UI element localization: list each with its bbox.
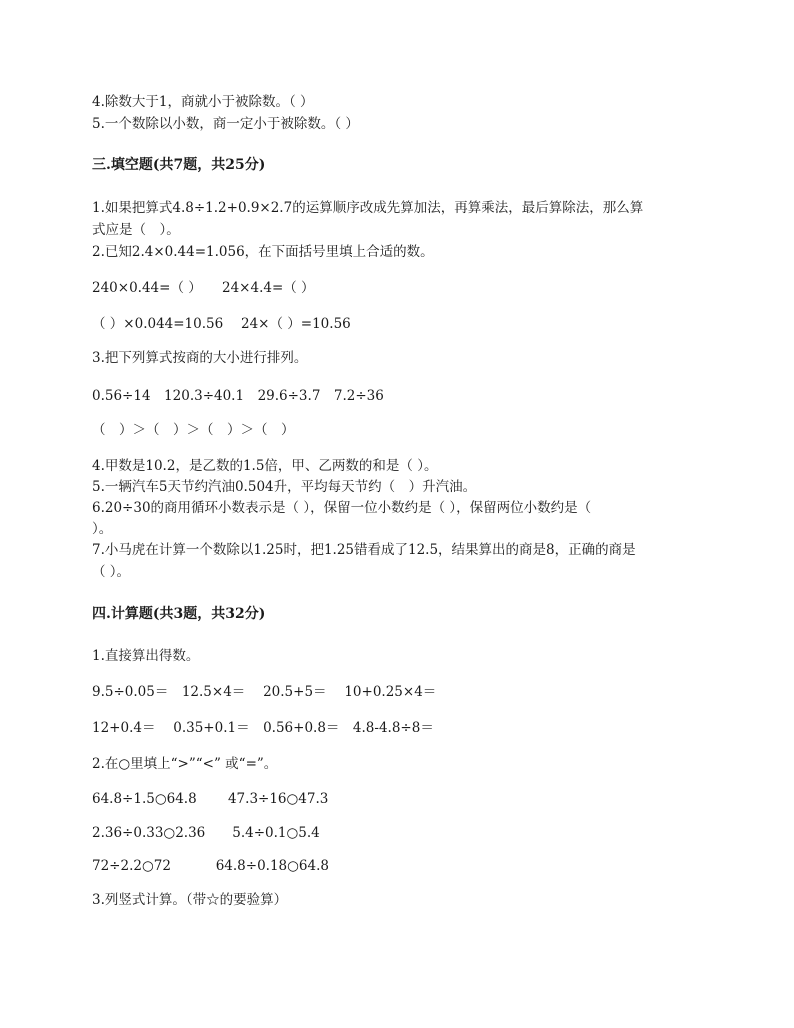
s4-q2-line: 2.在○里填上“>”“<” 或“=”。 (92, 756, 278, 772)
s3-q2-row2: （ ）×0.044=10.56 24×（ ）=10.56 (92, 316, 351, 332)
section-4-heading: 四.计算题(共3题，共32分) (92, 606, 266, 622)
s4-q1-row1: 9.5÷0.05＝ 12.5×4＝ 20.5+5＝ 10+0.25×4＝ (92, 684, 437, 700)
s3-q3-order: （ ）＞（ ）＞（ ）＞（ ） (92, 422, 295, 438)
s3-q2-row1: 240×0.44=（ ） 24×4.4=（ ） (92, 280, 315, 296)
s3-q7-line2: （ ）。 (92, 564, 131, 580)
s4-q1-row2: 12+0.4＝ 0.35+0.1＝ 0.56+0.8＝ 4.8-4.8÷8＝ (92, 720, 434, 736)
s3-q6-line2: ）。 (92, 521, 113, 537)
s3-q3-exprs: 0.56÷14 120.3÷40.1 29.6÷3.7 7.2÷36 (92, 388, 384, 404)
s3-q1-line1: 1.如果把算式4.8÷1.2+0.9×2.7的运算顺序改成先算加法，再算乘法，最后算除法，那么算 (92, 200, 644, 216)
s4-q2-row3: 72÷2.2○72 64.8÷0.18○64.8 (92, 858, 329, 874)
item-5: 5.一个数除以小数，商一定小于被除数。（ ） (92, 116, 359, 132)
section-3-heading: 三.填空题(共7题，共25分) (92, 157, 266, 173)
s3-q6-line1: 6.20÷30的商用循环小数表示是（ ），保留一位小数约是（ ），保留两位小数约是（ (92, 500, 592, 516)
s3-q4: 4.甲数是10.2，是乙数的1.5倍，甲、乙两数的和是（ ）。 (92, 458, 438, 474)
s3-q2-line: 2.已知2.4×0.44=1.056，在下面括号里填上合适的数。 (92, 244, 434, 260)
s3-q1-line2: 式应是（ ）。 (92, 222, 180, 238)
item-4: 4.除数大于1，商就小于被除数。（ ） (92, 94, 314, 110)
s4-q2-row2: 2.36÷0.33○2.36 5.4÷0.1○5.4 (92, 825, 320, 841)
s3-q7-line1: 7.小马虎在计算一个数除以1.25时，把1.25错看成了12.5，结果算出的商是8，正确的商是 (92, 542, 636, 558)
s3-q5: 5.一辆汽车5天节约汽油0.504升，平均每天节约（ ）升汽油。 (92, 479, 477, 495)
s4-q2-row1: 64.8÷1.5○64.8 47.3÷16○47.3 (92, 791, 329, 807)
s4-q1-line: 1.直接算出得数。 (92, 648, 200, 664)
s4-q3-line: 3.列竖式计算。（带☆的要验算） (92, 892, 288, 908)
s3-q3-line: 3.把下列算式按商的大小进行排列。 (92, 350, 308, 366)
